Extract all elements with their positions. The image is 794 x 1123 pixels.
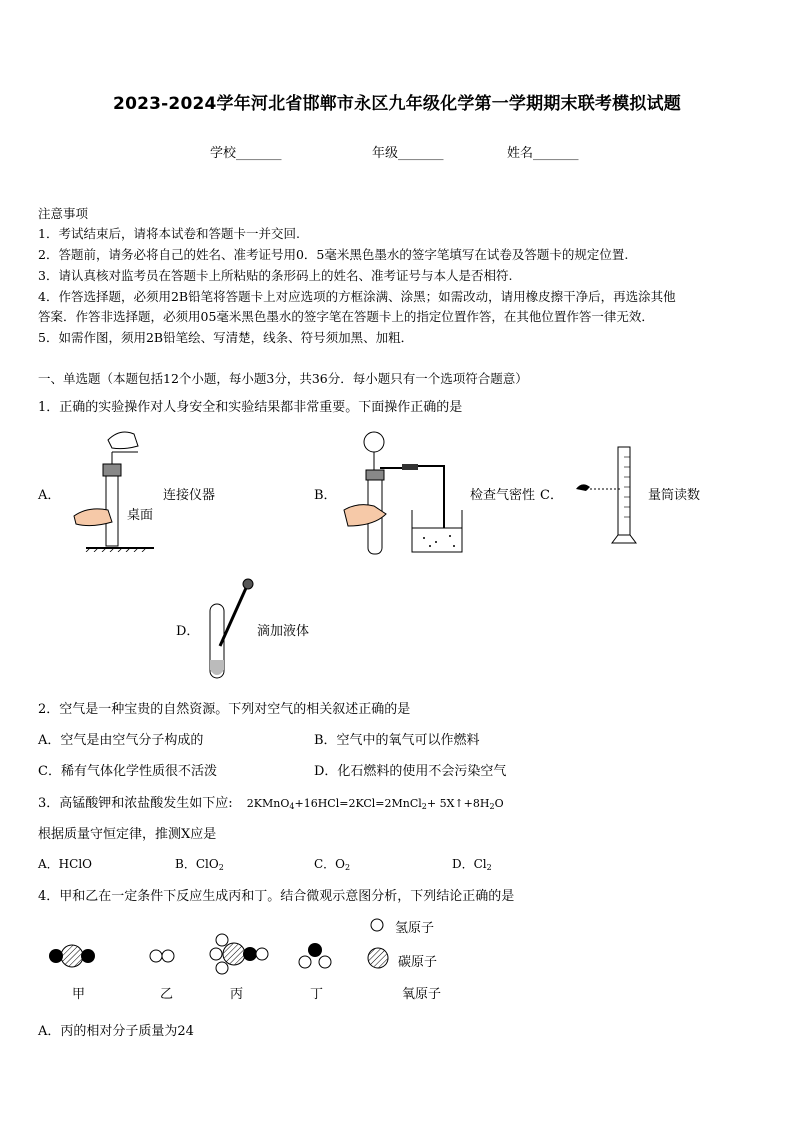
legend-oxygen-label: 氧原子 <box>402 987 442 1002</box>
molecule-label-ding: 丁 <box>310 987 324 1002</box>
q2-option-c: C．稀有气体化学性质很不活泼 <box>38 764 217 779</box>
school-field: 学校_______ <box>210 146 282 161</box>
molecule-label-yi: 乙 <box>160 987 174 1002</box>
q4-option-a: A．丙的相对分子质量为24 <box>38 1024 194 1039</box>
q1-option-a-text: 连接仪器 <box>163 488 216 503</box>
notice-item: 3．请认真核对监考员在答题卡上所粘贴的条形码上的姓名、准考证号与本人是否相符. <box>38 268 513 283</box>
q1-option-b-text: 检查气密性 <box>470 488 536 503</box>
grade-field: 年级_______ <box>372 146 444 161</box>
notice-item: 1．考试结束后，请将本试卷和答题卡一并交回. <box>38 226 300 241</box>
notice-item: 2．答题前，请务必将自己的姓名、准考证号用0．5毫米黑色墨水的签字笔填写在试卷及答题卡的规定位置. <box>38 247 629 262</box>
section-heading: 一、单选题（本题包括12个小题，每小题3分，共36分．每小题只有一个选项符合题意） <box>38 371 528 386</box>
molecule-label-jia: 甲 <box>72 987 86 1002</box>
notice-item: 答案．作答非选择题，必须用05毫米黑色墨水的签字笔在答题卡上的指定位置作答，在其他位置作答一律无效． <box>38 309 654 324</box>
q3-option-d: D．$Cl_2$ <box>452 857 492 872</box>
question-2-stem: 2．空气是一种宝贵的自然资源。下列对空气的相关叙述正确的是 <box>38 702 411 717</box>
drop-liquid-figure <box>206 576 256 680</box>
molecule-yi <box>150 950 174 962</box>
cylinder-reading-figure <box>572 445 644 545</box>
q2-option-a: A．空气是由空气分子构成的 <box>38 733 204 748</box>
molecule-jia <box>49 945 95 967</box>
page-title: 2023-2024学年河北省邯郸市永区九年级化学第一学期期末联考模拟试题 <box>113 94 681 114</box>
q3-option-c: C．$O_2$ <box>314 857 351 872</box>
q1-option-d-label: D． <box>176 624 200 639</box>
q3-stem-text: 3．高锰酸钾和浓盐酸发生如下应: <box>38 796 233 811</box>
connect-apparatus-figure <box>68 428 158 552</box>
name-field: 姓名_______ <box>507 146 579 161</box>
molecule-ding <box>299 943 331 968</box>
q1-option-b-label: B． <box>314 488 337 503</box>
question-4-stem: 4．甲和乙在一定条件下反应生成丙和丁。结合微观示意图分析，下列结论正确的是 <box>38 889 515 904</box>
q3-option-b: B．ClO$_2$ <box>175 857 224 872</box>
legend-hydrogen-label: 氢原子 <box>395 921 435 936</box>
q1-desk-label: 桌面 <box>127 508 154 523</box>
question-1-stem: 1．正确的实验操作对人身安全和实验结果都非常重要。下面操作正确的是 <box>38 400 463 415</box>
q1-option-a-label: A． <box>38 488 61 503</box>
airtight-check-figure <box>340 428 470 558</box>
q3-option-a: A．HClO <box>38 857 92 871</box>
molecule-bing <box>210 934 268 974</box>
q3-line2: 根据质量守恒定律，推测X应是 <box>38 827 217 842</box>
notice-heading: 注意事项 <box>38 206 89 221</box>
legend-carbon-icon <box>368 948 388 968</box>
q1-option-d-text: 滴加液体 <box>257 624 310 639</box>
q2-option-d: D．化石燃料的使用不会污染空气 <box>314 764 507 779</box>
molecule-label-bing: 丙 <box>230 987 244 1002</box>
q2-option-b: B．空气中的氧气可以作燃料 <box>314 733 480 748</box>
notice-item: 4．作答选择题，必须用2B铅笔将答题卡上对应选项的方框涂满、涂黑；如需改动，请用橡皮擦干净后，再选涂其他 <box>38 289 676 304</box>
question-3-stem <box>38 792 504 811</box>
q1-option-c-text: 量筒读数 <box>648 488 701 503</box>
legend-carbon-label: 碳原子 <box>398 955 438 970</box>
notice-item: 5．如需作图，须用2B铅笔绘、写清楚，线条、符号须加黑、加粗． <box>38 330 414 345</box>
legend-hydrogen-icon <box>371 919 383 931</box>
q3-equation: 2KMnO$_4$+16HCl=2KCl=2MnCl$_2$+ $5X↑+8H_2O$ <box>246 797 504 811</box>
q1-option-c-label: C． <box>540 488 563 503</box>
